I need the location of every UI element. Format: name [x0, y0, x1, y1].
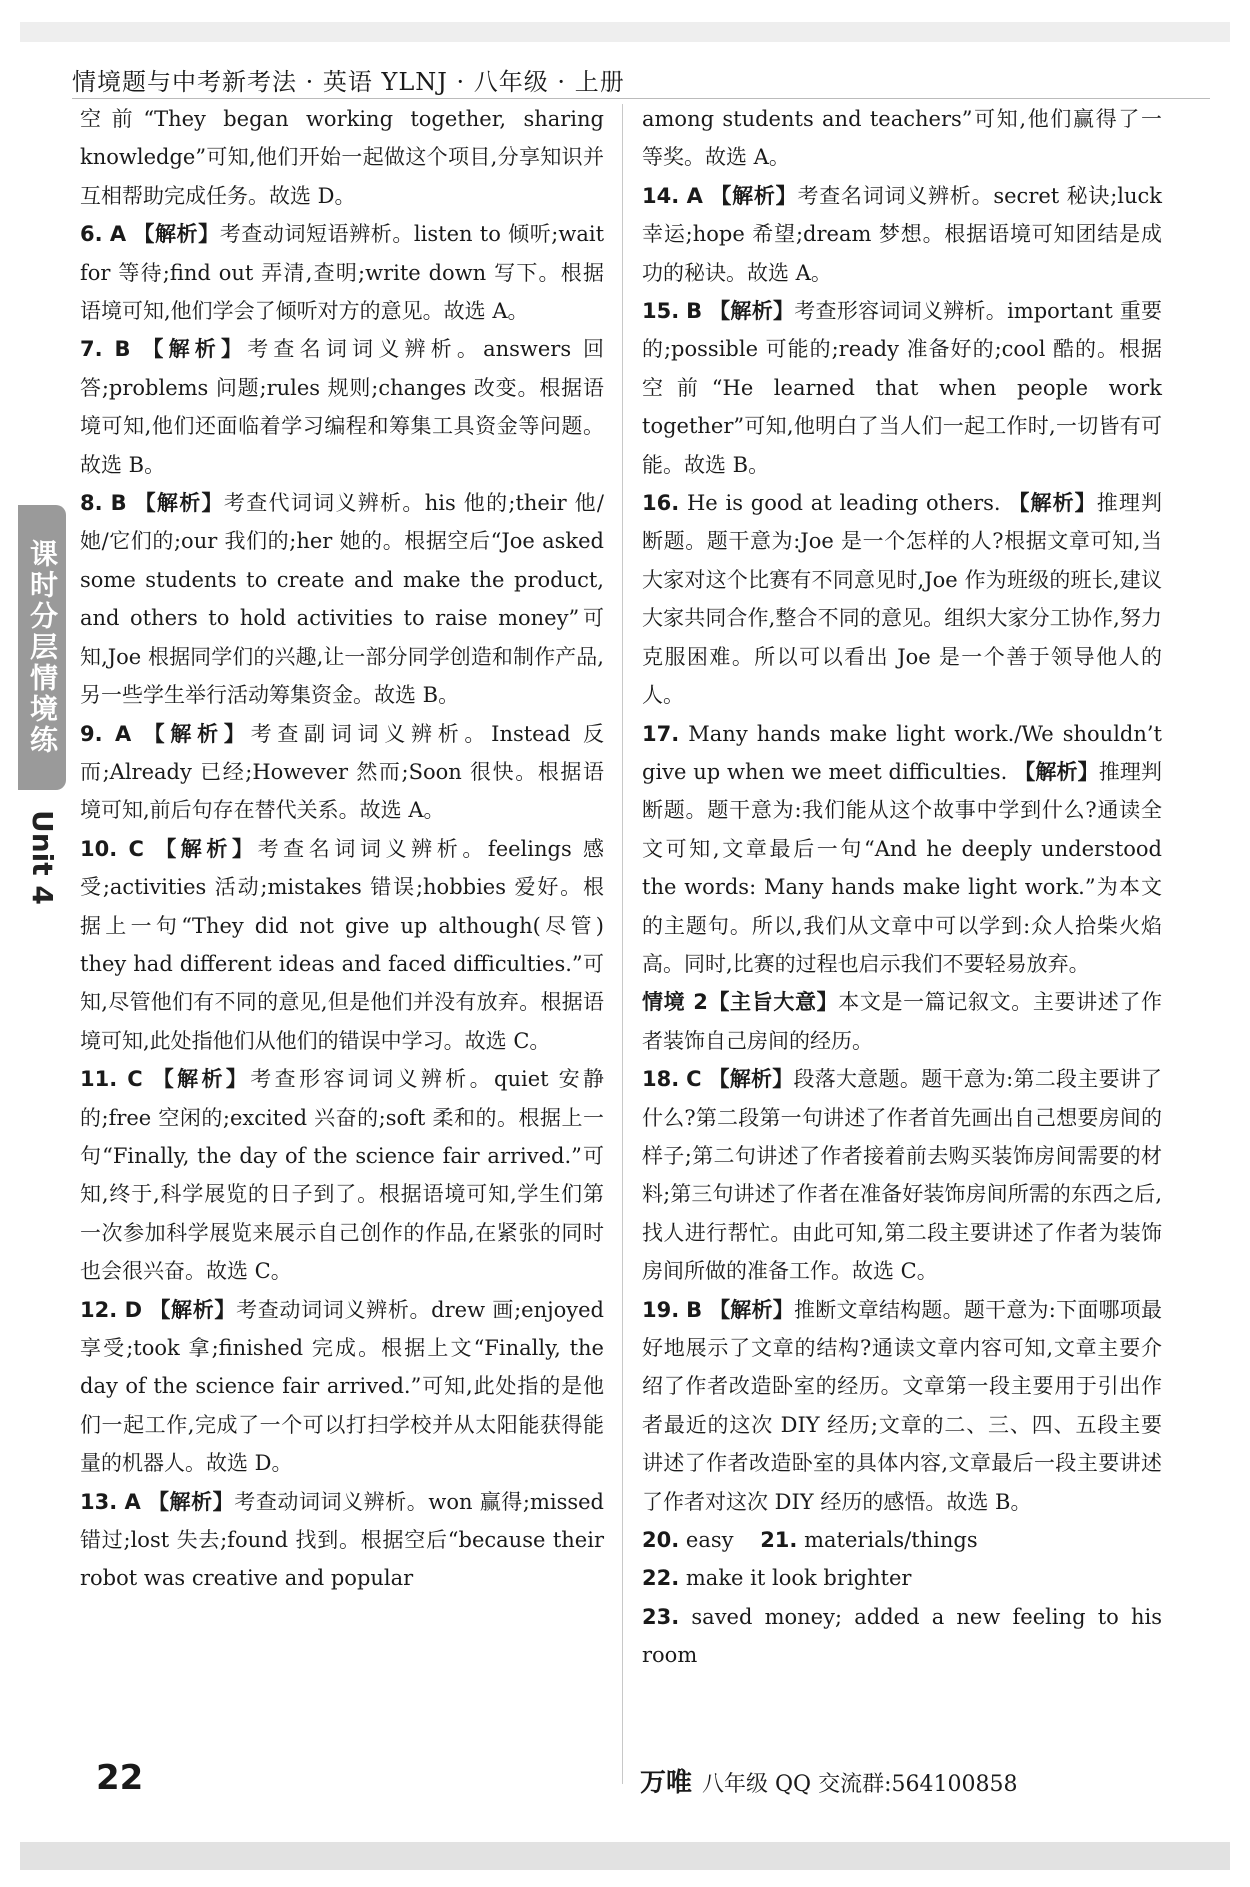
analysis-tag: 【解析】: [709, 1296, 794, 1322]
item-number: 19.: [642, 1297, 680, 1322]
item-answer: B: [110, 491, 127, 516]
answer-item: [642, 484, 1162, 714]
analysis-tag: 【解析】: [143, 720, 251, 746]
context-summary: [642, 983, 1162, 1060]
item-text: 考查动词词义辨析。won 赢得;missed 错过;lost 失去;found 找到。根据空后“because their robot was creative and popular: [80, 1489, 604, 1591]
item-answer: A: [124, 1489, 141, 1514]
item-text: 空前“They began working together, sharing knowledge”可知,他们开始一起做这个项目,分享知识并互相帮助完成任务。故选 D。: [80, 107, 604, 208]
item-number: 6.: [80, 222, 103, 247]
answer-item: [80, 1291, 604, 1483]
item-number: 21.: [760, 1528, 798, 1553]
item-answer: A: [109, 222, 127, 247]
item-text: 考查名词词义辨析。feelings 感受;activities 活动;mistakes 错误;hobbies 爱好。根据上一句“They did not give up although(尽管) they had different ideas and faced difficulties.”可知,尽管他们有不同的意见,但是他们并没有放弃。根据语境可知,此处指他们从他们的错误中学习。故选 C。: [80, 836, 605, 1053]
footer-text: 八年级 QQ 交流群:564100858: [702, 1772, 1018, 1797]
answer-item: [642, 292, 1162, 484]
item-text: 推理判断题。题干意为:我们能从这个故事中学到什么?通读全文可知,文章最后一句“And he deeply understood the words: Many hands make light work.”为本文的主题句。所以,我们从文章中可以学到:众人拾柴火焰高。同时,比赛的过程也启示我们不要轻易放弃。: [642, 759, 1163, 976]
answer-item: [642, 1559, 1162, 1597]
left-column: [80, 100, 604, 1598]
item-number: 23.: [642, 1604, 680, 1629]
answer-item: [642, 1060, 1162, 1290]
item-text: 考查名词词义辨析。secret 秘诀;luck 幸运;hope 希望;dream 梦想。根据语境可知团结是成功的秘诀。故选 A。: [642, 183, 1162, 285]
brand-logo: 万唯: [640, 1768, 693, 1798]
item-text: 考查代词词义辨析。his 他的;their 他/她/它们的;our 我们的;her 她的。根据空后“Joe asked some students to create and make the product, and others to hold activities to raise money”可知,Joe 根据同学们的兴趣,让一部分同学创造和制作产品,另一些学生举行活动筹集资金。故选 B。: [80, 491, 604, 708]
item-answer: materials/things: [804, 1528, 978, 1553]
answer-item: [642, 1598, 1162, 1675]
analysis-tag: 【解析】: [710, 182, 798, 208]
item-number: 11.: [80, 1067, 118, 1092]
item-text: 考查动词短语辨析。listen to 倾听;wait for 等待;find out 弄清,查明;write down 写下。根据语境可知,他们学会了倾听对方的意见。故选 A。: [80, 222, 605, 324]
answer-item: [80, 100, 604, 215]
item-answer: B: [686, 299, 703, 324]
analysis-tag: 【解析】: [133, 221, 220, 247]
context-text: 本文是一篇记叙文。主要讲述了作者装饰自己房间的经历。: [642, 990, 1162, 1053]
item-number: 20.: [642, 1528, 680, 1553]
answer-item: [642, 177, 1162, 292]
analysis-tag: 【解析】: [149, 1296, 237, 1322]
analysis-tag: 【解析】: [134, 490, 224, 516]
analysis-tag: 【解析】: [1014, 758, 1099, 784]
answer-item: [80, 830, 604, 1060]
item-answer: D: [124, 1297, 142, 1322]
answer-item: [80, 215, 604, 330]
item-answer: easy: [685, 1528, 734, 1553]
item-number: 16.: [642, 491, 680, 516]
item-number: 14.: [642, 183, 680, 208]
bottom-scan-bar: [20, 1842, 1230, 1870]
item-text: 考查形容词词义辨析。important 重要的;possible 可能的;ready 准备好的;cool 酷的。根据空前“He learned that when people work together”可知,他明白了当人们一起工作时,一切皆有可能。故选 B。: [642, 299, 1162, 477]
answer-item: [642, 1291, 1162, 1521]
answer-item: [642, 1521, 1162, 1559]
item-text: among students and teachers”可知,他们赢得了一等奖。故选 A。: [642, 107, 1162, 170]
item-answer: saved money; added a new feeling to his room: [642, 1604, 1162, 1668]
page-number: 22: [96, 1758, 144, 1798]
top-scan-bar: [20, 22, 1230, 42]
answer-item: [642, 100, 1162, 177]
answer-item: [80, 1483, 604, 1598]
item-number: 12.: [80, 1297, 118, 1322]
item-answer: B: [686, 1297, 703, 1322]
item-answer: He is good at leading others.: [686, 491, 1001, 516]
item-number: 8.: [80, 491, 103, 516]
item-answer: A: [115, 721, 132, 746]
item-text: 考查名词词义辨析。answers 回答;problems 问题;rules 规则;changes 改变。根据语境可知,他们还面临着学习编程和筹集工具资金等问题。故选 B。: [80, 337, 604, 477]
footer-brand: [640, 1762, 1017, 1799]
analysis-tag: 【解析】: [147, 1488, 235, 1514]
item-number: 15.: [642, 299, 680, 324]
item-answer: C: [128, 836, 144, 861]
analysis-tag: 【解析】: [152, 1066, 251, 1092]
item-answer: C: [686, 1067, 702, 1092]
header-rule: [72, 98, 1210, 99]
answer-item: [80, 1060, 604, 1290]
answer-item: [80, 715, 604, 830]
item-number: 7.: [80, 337, 103, 362]
item-text: 段落大意题。题干意为:第二段主要讲了什么?第二段第一句讲述了作者首先画出自己想要房间的样子;第二句讲述了作者接着前去购买装饰房间需要的材料;第三句讲述了作者在准备好装饰房间所需的东西之后,找人进行帮忙。由此可知,第二段主要讲述了作者为装饰房间所做的准备工作。故选 C。: [642, 1067, 1162, 1284]
item-answer: B: [114, 337, 131, 362]
item-text: 考查副词词义辨析。Instead 反而;Already 已经;However 然而;Soon 很快。根据语境可知,前后句存在替代关系。故选 A。: [80, 721, 604, 823]
item-number: 10.: [80, 836, 118, 861]
item-number: 18.: [642, 1067, 680, 1092]
context-tag: 情境 2【主旨大意】: [642, 990, 839, 1015]
analysis-tag: 【解析】: [709, 298, 795, 324]
answer-item: [80, 330, 604, 484]
item-answer: make it look brighter: [685, 1566, 912, 1591]
unit-label: Unit 4: [26, 810, 59, 905]
answer-item: [642, 715, 1162, 984]
page-header: 情境题与中考新考法 · 英语 YLNJ · 八年级 · 上册: [72, 68, 625, 96]
analysis-tag: 【解析】: [155, 835, 258, 861]
column-divider: [622, 104, 623, 1784]
item-answer: C: [127, 1067, 143, 1092]
item-number: 22.: [642, 1566, 680, 1591]
item-text: 考查动词词义辨析。drew 画;enjoyed 享受;took 拿;finished 完成。根据上文“Finally, the day of the science fair arrived.”可知,此处指的是他们一起工作,完成了一个可以打扫学校并从太阳能获得能量的机器人。故选 D。: [80, 1297, 604, 1476]
right-column: [642, 100, 1162, 1675]
item-number: 17.: [642, 721, 680, 746]
side-tab: 课时分层情境练: [18, 505, 66, 790]
item-number: 13.: [80, 1489, 118, 1514]
item-number: 9.: [80, 721, 103, 746]
item-answer: A: [686, 183, 703, 208]
item-text: 推断文章结构题。题干意为:下面哪项最好地展示了文章的结构?通读文章内容可知,文章主要介绍了作者改造卧室的经历。文章第一段主要用于引出作者最近的这次 DIY 经历;文章的二、三、四、五段主要讲述了作者改造卧室的具体内容,文章最后一段主要讲述了作者对这次 DIY 经历的感悟。故选 B。: [642, 1297, 1163, 1514]
item-text: 考查形容词词义辨析。quiet 安静的;free 空闲的;excited 兴奋的;soft 柔和的。根据上一句“Finally, the day of the science fair arrived.”可知,终于,科学展览的日子到了。根据语境可知,学生们第一次参加科学展览来展示自己创作的作品,在紧张的同时也会很兴奋。故选 C。: [80, 1067, 605, 1284]
analysis-tag: 【解析】: [1008, 490, 1097, 516]
analysis-tag: 【解析】: [708, 1066, 794, 1092]
analysis-tag: 【解析】: [142, 336, 248, 362]
item-answer: Many hands make light work./We shouldn’t give up when we meet difficulties.: [642, 721, 1162, 784]
item-text: 推理判断题。题干意为:Joe 是一个怎样的人?根据文章可知,当大家对这个比赛有不同意见时,Joe 作为班级的班长,建议大家共同合作,整合不同的意见。组织大家分工协作,努力克服困难。所以可以看出 Joe 是一个善于领导他人的人。: [642, 491, 1162, 708]
answer-item: [80, 484, 604, 714]
